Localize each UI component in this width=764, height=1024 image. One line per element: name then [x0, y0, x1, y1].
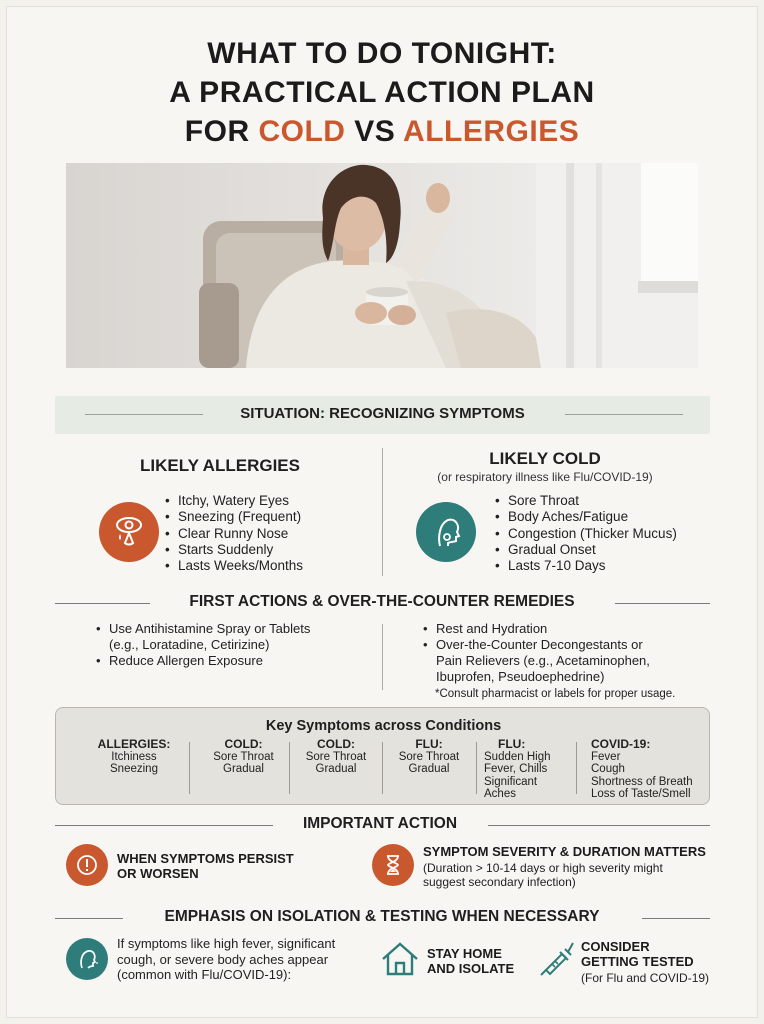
stay-home-line-1: STAY HOME	[427, 946, 502, 961]
list-item: • Reduce Allergen Exposure	[96, 653, 376, 669]
severity-line-1: (Duration > 10-14 days or high severity might	[423, 861, 663, 875]
list-item: • Clear Runny Nose	[165, 526, 365, 542]
list-item: • Lasts Weeks/Months	[165, 558, 365, 574]
key-col-line: Sore Throat	[305, 750, 367, 763]
key-col-cold-2	[291, 738, 381, 776]
remedies-divider	[382, 624, 383, 690]
important-rule-left	[55, 825, 273, 826]
list-item: • Sore Throat	[495, 493, 725, 509]
persist-line-2: OR WORSEN	[117, 866, 199, 881]
key-symptoms-title: Key Symptoms across Conditions	[265, 718, 502, 734]
first-actions-heading: FIRST ACTIONS & OVER-THE-COUNTER REMEDIES	[189, 593, 575, 610]
key-col-line: Sore Throat	[398, 750, 460, 763]
house-icon	[380, 940, 420, 978]
key-col-line: Fever, Chills	[484, 763, 548, 776]
key-col-line: Gradual	[408, 763, 450, 776]
list-item: • Rest and Hydration	[423, 621, 723, 637]
remedy-text: Ibuprofen, Pseudoephedrine)	[436, 669, 605, 684]
exclamation-icon	[66, 844, 108, 886]
key-col-line: Cough	[591, 763, 625, 776]
page-title	[0, 34, 764, 151]
list-item: • Starts Suddenly	[165, 542, 365, 558]
key-col-line: Gradual	[315, 763, 357, 776]
key-col-flu-2	[484, 738, 574, 801]
list-item: • Sneezing (Frequent)	[165, 509, 365, 525]
severity-duration-title: SYMPTOM SEVERITY & DURATION MATTERS	[423, 844, 706, 859]
title-line-3	[0, 112, 764, 151]
list-item: • Lasts 7-10 Days	[495, 558, 725, 574]
likely-cold-subtitle: (or respiratory illness like Flu/COVID-19)	[437, 470, 653, 484]
key-col-line: Sneezing	[110, 763, 158, 776]
list-item	[423, 637, 723, 685]
persist-worsen-title	[117, 851, 337, 881]
list-item: • Body Aches/Fatigue	[495, 509, 725, 525]
isolation-rule-left	[55, 918, 123, 919]
key-col-line: Gradual	[223, 763, 264, 776]
list-item: • Itchy, Watery Eyes	[165, 493, 365, 509]
isolation-line-1: If symptoms like high fever, significant	[117, 936, 336, 951]
stay-home-title	[427, 946, 537, 976]
key-col-line: Loss of Taste/Smell	[591, 788, 691, 801]
hero-photo	[66, 163, 698, 368]
key-col-flu-1	[384, 738, 474, 776]
title-line-1: WHAT TO DO TONIGHT:	[207, 37, 557, 70]
severity-duration-text	[423, 861, 723, 889]
key-col-head: COLD:	[224, 737, 263, 751]
persist-line-1: WHEN SYMPTOMS PERSIST	[117, 851, 294, 866]
isolation-line-3: (common with Flu/COVID-19):	[117, 967, 292, 982]
itchy-eye-nose-icon	[99, 502, 159, 562]
syringe-icon	[538, 940, 576, 978]
key-col-head: ALLERGIES:	[97, 737, 171, 751]
key-col-cold-1	[196, 738, 291, 776]
key-col-covid	[591, 738, 709, 801]
isolation-rule-right	[642, 918, 710, 919]
coughing-head-icon	[66, 938, 108, 980]
key-col-line: Sudden High	[484, 750, 551, 763]
list-item	[96, 621, 376, 653]
key-col-head: FLU:	[415, 737, 443, 751]
important-heading: IMPORTANT ACTION	[302, 815, 458, 832]
key-divider	[382, 742, 383, 794]
isolation-condition-text	[117, 936, 377, 983]
key-divider	[576, 742, 577, 794]
situation-heading: SITUATION: RECOGNIZING SYMPTOMS	[240, 405, 525, 422]
testing-note: (For Flu and COVID-19)	[581, 971, 710, 985]
woman-with-tea-illustration	[66, 163, 698, 368]
testing-line-1: CONSIDER	[581, 939, 650, 954]
first-actions-rule-left	[55, 603, 150, 604]
stay-home-line-2: AND ISOLATE	[427, 961, 515, 976]
key-col-line: Aches	[484, 788, 516, 801]
consider-testing-title	[581, 939, 721, 969]
key-col-head: FLU:	[498, 737, 526, 751]
title-allergies: ALLERGIES	[403, 115, 580, 148]
isolation-line-2: cough, or severe body aches appear	[117, 951, 329, 967]
hourglass-icon	[372, 844, 414, 886]
severity-line-2: suggest secondary infection)	[423, 875, 576, 889]
key-col-line: Sore Throat	[213, 750, 274, 763]
key-divider	[189, 742, 190, 794]
key-col-head: COVID-19:	[591, 737, 651, 751]
isolation-heading: EMPHASIS ON ISOLATION & TESTING WHEN NECESSARY	[164, 908, 600, 925]
key-divider	[289, 742, 290, 794]
key-col-head: COLD:	[317, 737, 355, 751]
situation-divider	[382, 448, 383, 576]
title-for: FOR	[184, 115, 259, 148]
allergy-remedies-list	[96, 621, 376, 669]
title-cold: COLD	[258, 115, 346, 148]
key-col-allergies	[94, 738, 174, 776]
likely-cold-title: LIKELY COLD	[489, 449, 601, 468]
cold-remedies-list	[423, 621, 723, 685]
remedy-text: Pain Relievers (e.g., Acetaminophen,	[436, 653, 650, 668]
title-line-2: A PRACTICAL ACTION PLAN	[169, 76, 595, 109]
allergies-symptom-list	[165, 493, 365, 574]
key-col-line: Significant	[484, 775, 538, 788]
list-item: • Gradual Onset	[495, 542, 725, 558]
first-actions-rule-right	[615, 603, 710, 604]
title-vs: VS	[345, 115, 404, 148]
key-symptoms-box	[55, 707, 710, 805]
key-divider	[476, 742, 477, 794]
important-rule-right	[488, 825, 710, 826]
remedy-example: (e.g., Loratadine, Cetirizine)	[109, 637, 270, 652]
cold-symptom-list	[495, 493, 725, 574]
remedy-text: Over-the-Counter Decongestants or	[436, 637, 643, 652]
sore-throat-person-icon	[416, 502, 476, 562]
situation-band	[55, 396, 710, 434]
likely-allergies-title: LIKELY ALLERGIES	[140, 456, 300, 475]
remedy-text: Use Antihistamine Spray or Tablets	[109, 621, 311, 636]
key-col-line: Itchiness	[111, 750, 157, 763]
list-item: • Congestion (Thicker Mucus)	[495, 526, 725, 542]
key-col-line: Fever	[591, 750, 621, 763]
pharmacist-note: *Consult pharmacist or labels for proper usage.	[435, 688, 676, 700]
key-col-line: Shortness of Breath	[591, 775, 693, 788]
testing-line-2: GETTING TESTED	[581, 954, 694, 969]
